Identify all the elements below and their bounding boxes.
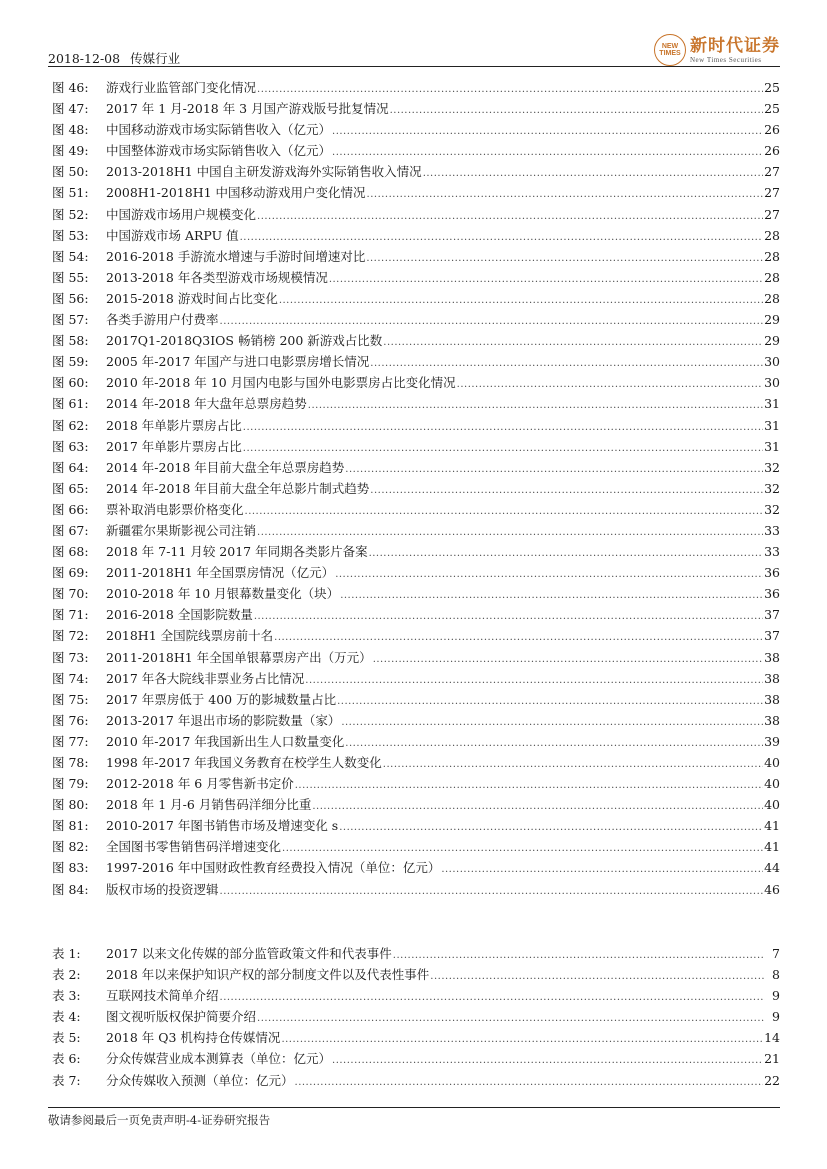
table-entry-title: 2017 以来文化传媒的部分监管政策文件和代表事件 xyxy=(106,946,392,961)
figure-entry[interactable] xyxy=(52,710,780,731)
figure-entry-leader xyxy=(257,520,763,541)
table-entry-leader xyxy=(281,1027,763,1048)
figure-entry-page: 27 xyxy=(764,185,780,201)
figure-entry-title: 2014 年-2018 年目前大盘全年总影片制式趋势 xyxy=(106,480,370,496)
figure-entry-leader xyxy=(245,499,764,520)
figure-entry-leader xyxy=(254,604,763,625)
figure-entry-leader xyxy=(383,752,763,773)
figure-entry-page: 46 xyxy=(764,881,780,897)
figure-entry-label: 图 81: xyxy=(52,818,89,834)
figure-entry-page: 38 xyxy=(764,649,780,665)
figure-entry-leader xyxy=(370,478,763,499)
figure-entry-label: 图 51: xyxy=(52,185,89,201)
figure-entry-leader xyxy=(282,836,763,857)
figure-entry-page: 33 xyxy=(764,544,780,560)
figure-entry[interactable] xyxy=(52,119,780,140)
figure-entry-label: 图 70: xyxy=(52,586,89,602)
figure-entry-leader xyxy=(312,794,763,815)
figure-entry-page: 41 xyxy=(764,818,780,834)
table-entry-title: 分众传媒收入预测（单位：亿元） xyxy=(106,1072,294,1088)
figure-entry-leader xyxy=(220,309,764,330)
figure-entry-page: 31 xyxy=(764,438,780,454)
figure-entry-page: 37 xyxy=(764,628,780,644)
figure-entry-title: 2012-2018 年 6 月零售新书定价 xyxy=(106,776,294,792)
figure-entry-leader xyxy=(295,773,763,794)
figure-entry[interactable] xyxy=(52,372,780,393)
figure-entry[interactable] xyxy=(52,773,780,794)
figure-entry[interactable] xyxy=(52,288,780,309)
figure-entry-label: 图 61: xyxy=(52,396,89,412)
figure-entry[interactable] xyxy=(52,393,780,414)
figure-entry-leader xyxy=(340,583,763,604)
header-divider xyxy=(48,66,780,67)
figure-entry[interactable] xyxy=(52,77,780,98)
table-entry-label: 表 7: xyxy=(52,1072,81,1088)
table-entry-page: 7 xyxy=(772,946,780,961)
table-index xyxy=(52,943,780,1091)
table-entry-title: 分众传媒营业成本测算表（单位：亿元） xyxy=(106,1051,332,1067)
figure-entry[interactable] xyxy=(52,415,780,436)
table-entry[interactable] xyxy=(52,985,780,1006)
figure-entry-page: 44 xyxy=(764,860,780,876)
table-entry-page: 8 xyxy=(772,967,780,983)
figure-entry[interactable] xyxy=(52,204,780,225)
figure-entry-leader xyxy=(308,393,763,414)
figure-entry-leader xyxy=(441,857,763,878)
figure-entry-page: 28 xyxy=(764,290,780,306)
figure-entry-label: 图 71: xyxy=(52,607,89,623)
figure-entry[interactable] xyxy=(52,436,780,457)
table-entry-page: 9 xyxy=(772,1009,780,1025)
figure-entry-title: 2018 年 7-11 月较 2017 年同期各类影片备案 xyxy=(106,544,368,560)
figure-entry[interactable] xyxy=(52,752,780,773)
figure-entry-leader xyxy=(390,98,764,119)
figure-entry-page: 27 xyxy=(764,206,780,222)
table-entry-leader xyxy=(393,943,765,964)
table-entry-leader xyxy=(430,964,765,985)
figure-entry[interactable] xyxy=(52,351,780,372)
figure-entry-label: 图 68: xyxy=(52,544,89,560)
figure-entry[interactable] xyxy=(52,815,780,836)
figure-entry[interactable] xyxy=(52,562,780,583)
figure-entry[interactable] xyxy=(52,794,780,815)
figure-entry-leader xyxy=(423,161,763,182)
table-entry-label: 表 6: xyxy=(52,1051,81,1067)
table-entry-title: 互联网技术简单介绍 xyxy=(106,988,219,1004)
figure-entry-label: 图 73: xyxy=(52,649,89,665)
table-entry[interactable] xyxy=(52,1027,780,1048)
figure-entry-title: 各类手游用户付费率 xyxy=(106,312,219,328)
figure-entry-label: 图 54: xyxy=(52,248,89,264)
figure-entry-label: 图 64: xyxy=(52,459,89,475)
figure-entry-title: 2013-2018 年各类型游戏市场规模情况 xyxy=(106,269,328,285)
figure-entry-leader xyxy=(243,415,763,436)
figure-entry-label: 图 77: xyxy=(52,733,89,749)
table-entry[interactable] xyxy=(52,1048,780,1069)
figure-entry[interactable] xyxy=(52,731,780,752)
figure-entry-page: 36 xyxy=(764,586,780,602)
figure-entry-title: 2011-2018H1 年全国单银幕票房产出（万元） xyxy=(106,649,372,665)
figure-entry-label: 图 49: xyxy=(52,143,89,159)
figure-entry-label: 图 53: xyxy=(52,227,89,243)
figure-entry-page: 40 xyxy=(764,755,780,770)
figure-entry[interactable] xyxy=(52,647,780,668)
figure-entry[interactable] xyxy=(52,457,780,478)
figure-entry[interactable] xyxy=(52,879,780,900)
figure-entry-title: 2013-2017 年退出市场的影院数量（家） xyxy=(106,712,341,728)
figure-entry-leader xyxy=(373,647,763,668)
figure-entry-leader xyxy=(257,77,763,98)
logo-chinese-name: 新时代证券 xyxy=(690,35,780,56)
figure-entry-label: 图 80: xyxy=(52,797,89,813)
figure-entry-label: 图 66: xyxy=(52,501,89,517)
figure-entry-page: 27 xyxy=(764,164,780,180)
figure-entry-label: 图 78: xyxy=(52,755,89,770)
logo-mark-icon: NEW TIMES xyxy=(654,34,686,66)
figure-entry-leader xyxy=(335,562,763,583)
figure-entry-label: 图 79: xyxy=(52,776,89,792)
figure-entry-title: 2010-2018 年 10 月银幕数量变化（块） xyxy=(106,586,340,602)
figure-entry-page: 32 xyxy=(764,480,780,496)
figure-entry-page: 26 xyxy=(764,122,780,138)
figure-entry-page: 38 xyxy=(764,712,780,728)
figure-entry-leader xyxy=(370,351,763,372)
industry-name: 传媒行业 xyxy=(130,51,181,66)
figure-entry-leader xyxy=(257,204,763,225)
figure-entry-title: 2017 年票房低于 400 万的影城数量占比 xyxy=(106,691,337,707)
figure-entry-page: 40 xyxy=(764,797,780,813)
company-logo xyxy=(654,34,780,66)
figure-entry-label: 图 46: xyxy=(52,80,89,95)
figure-entry-title: 2010 年-2018 年 10 月国内电影与国外电影票房占比变化情况 xyxy=(106,375,456,391)
table-entry-label: 表 3: xyxy=(52,988,81,1004)
figure-entry-leader xyxy=(383,330,763,351)
figure-entry-title: 2017 年 1 月-2018 年 3 月国产游戏版号批复情况 xyxy=(106,101,389,117)
figure-entry-title: 2016-2018 手游流水增速与手游时间增速对比 xyxy=(106,248,366,264)
figure-entry-leader xyxy=(345,731,763,752)
table-entry-leader xyxy=(295,1070,764,1091)
figure-entry[interactable] xyxy=(52,478,780,499)
figure-entry-title: 中国游戏市场 ARPU 值 xyxy=(106,227,239,243)
table-entry-label: 表 5: xyxy=(52,1030,81,1046)
figure-entry-label: 图 69: xyxy=(52,565,89,581)
figure-entry[interactable] xyxy=(52,689,780,710)
figure-entry-title: 2017 年各大院线非票业务占比情况 xyxy=(106,670,305,686)
figure-entry-label: 图 75: xyxy=(52,691,89,707)
table-entry-title: 图文视听版权保护简要介绍 xyxy=(106,1009,257,1025)
figure-entry-page: 38 xyxy=(764,670,780,686)
figure-entry-page: 30 xyxy=(764,375,780,391)
report-date: 2018-12-08 xyxy=(48,51,121,66)
figure-entry-leader xyxy=(369,541,764,562)
figure-entry-label: 图 48: xyxy=(52,122,89,138)
figure-entry[interactable] xyxy=(52,583,780,604)
figure-entry-page: 40 xyxy=(764,776,780,792)
figure-entry[interactable] xyxy=(52,267,780,288)
figure-entry-title: 2015-2018 游戏时间占比变化 xyxy=(106,290,278,306)
figure-entry-title: 2018 年 1 月-6 月销售码洋细分比重 xyxy=(106,797,312,813)
table-entry-leader xyxy=(220,985,765,1006)
figure-entry-leader xyxy=(243,436,763,457)
figure-entry-title: 2011-2018H1 年全国票房情况（亿元） xyxy=(106,565,335,581)
figure-entry-leader xyxy=(332,140,763,161)
figure-entry-title: 2005 年-2017 年国产与进口电影票房增长情况 xyxy=(106,354,370,370)
figure-entry-page: 29 xyxy=(764,312,780,328)
figure-entry-title: 2014 年-2018 年大盘年总票房趋势 xyxy=(106,396,307,412)
figure-entry-label: 图 57: xyxy=(52,312,89,328)
figure-entry-page: 26 xyxy=(764,143,780,159)
figure-entry-leader xyxy=(337,689,763,710)
figure-entry-leader xyxy=(274,625,763,646)
figure-entry-page: 25 xyxy=(764,101,780,117)
figure-entry-leader xyxy=(339,815,763,836)
figure-entry-title: 中国移动游戏市场实际销售收入（亿元） xyxy=(106,122,332,138)
figure-entry-page: 29 xyxy=(764,333,780,349)
figure-entry-title: 1997-2016 年中国财政性教育经费投入情况（单位：亿元） xyxy=(106,860,441,876)
figure-entry-page: 39 xyxy=(764,733,780,749)
figure-entry-page: 31 xyxy=(764,417,780,433)
figure-entry-title: 游戏行业监管部门变化情况 xyxy=(106,80,257,95)
figure-entry[interactable] xyxy=(52,309,780,330)
figure-entry-leader xyxy=(332,119,763,140)
figure-entry-label: 图 74: xyxy=(52,670,89,686)
figure-entry-title: 版权市场的投资逻辑 xyxy=(106,881,219,897)
table-entry-page: 21 xyxy=(764,1051,780,1067)
table-entry-page: 22 xyxy=(764,1072,780,1088)
figure-entry-page: 25 xyxy=(764,80,780,95)
table-entry[interactable] xyxy=(52,943,780,964)
figure-entry-title: 2017 年单影片票房占比 xyxy=(106,438,242,454)
figure-entry-page: 32 xyxy=(764,459,780,475)
figure-entry[interactable] xyxy=(52,161,780,182)
figure-entry-title: 中国游戏市场用户规模变化 xyxy=(106,206,257,222)
table-entry-page: 9 xyxy=(772,988,780,1004)
figure-entry-label: 图 62: xyxy=(52,417,89,433)
figure-entry-leader xyxy=(220,879,764,900)
table-entry[interactable] xyxy=(52,1070,780,1091)
figure-entry-title: 2018H1 全国院线票房前十名 xyxy=(106,628,274,644)
footer-disclaimer: 敬请参阅最后一页免责声明-4-证券研究报告 xyxy=(48,1113,271,1127)
table-entry-title: 2018 年 Q3 机构持仓传媒情况 xyxy=(106,1030,281,1046)
figure-entry-label: 图 55: xyxy=(52,269,89,285)
figure-entry-label: 图 47: xyxy=(52,101,89,117)
figure-entry[interactable] xyxy=(52,857,780,878)
figure-entry-title: 2013-2018H1 中国自主研发游戏海外实际销售收入情况 xyxy=(106,164,422,180)
figure-entry[interactable] xyxy=(52,225,780,246)
figure-entry-title: 2010-2017 年图书销售市场及增速变化 s xyxy=(106,818,339,834)
figure-entry-page: 31 xyxy=(764,396,780,412)
figure-entry-leader xyxy=(457,372,763,393)
figure-entry-label: 图 67: xyxy=(52,522,89,538)
figure-entry-label: 图 76: xyxy=(52,712,89,728)
figure-entry-title: 全国图书零售销售码洋增速变化 xyxy=(106,839,282,855)
footer-divider xyxy=(48,1107,780,1108)
figure-entry-title: 中国整体游戏市场实际销售收入（亿元） xyxy=(106,143,332,159)
figure-entry-page: 37 xyxy=(764,607,780,623)
figure-entry[interactable] xyxy=(52,330,780,351)
page-header xyxy=(48,35,780,66)
figure-entry-title: 2017Q1-2018Q3IOS 畅销榜 200 新游戏占比数 xyxy=(106,333,383,349)
figure-entry[interactable] xyxy=(52,604,780,625)
table-entry[interactable] xyxy=(52,964,780,985)
table-entry-title: 2018 年以来保护知识产权的部分制度文件以及代表性事件 xyxy=(106,967,430,983)
header-text xyxy=(48,49,190,67)
figure-entry-page: 36 xyxy=(764,565,780,581)
figure-entry-label: 图 56: xyxy=(52,290,89,306)
table-entry-leader xyxy=(332,1048,763,1069)
table-entry-label: 表 4: xyxy=(52,1009,81,1025)
table-entry-page: 14 xyxy=(764,1030,780,1046)
figure-entry-title: 新疆霍尔果斯影视公司注销 xyxy=(106,522,257,538)
figure-entry-label: 图 58: xyxy=(52,333,89,349)
figure-entry-page: 38 xyxy=(764,691,780,707)
figure-entry-leader xyxy=(367,182,764,203)
figure-entry-leader xyxy=(279,288,763,309)
figure-entry[interactable] xyxy=(52,246,780,267)
figure-entry-page: 30 xyxy=(764,354,780,370)
figure-entry-page: 32 xyxy=(764,501,780,517)
figure-entry[interactable] xyxy=(52,625,780,646)
figure-entry-title: 2010 年-2017 年我国新出生人口数量变化 xyxy=(106,733,345,749)
figure-entry-title: 2014 年-2018 年目前大盘全年总票房趋势 xyxy=(106,459,345,475)
figure-entry[interactable] xyxy=(52,499,780,520)
figure-entry-label: 图 84: xyxy=(52,881,89,897)
figure-entry-label: 图 50: xyxy=(52,164,89,180)
figure-entry-page: 33 xyxy=(764,522,780,538)
figure-entry-page: 28 xyxy=(764,248,780,264)
table-entry-leader xyxy=(257,1006,765,1027)
logo-english-name: New Times Securities xyxy=(690,55,762,64)
figure-entry-page: 28 xyxy=(764,227,780,243)
figure-entry-label: 图 59: xyxy=(52,354,89,370)
figure-entry-label: 图 60: xyxy=(52,375,89,391)
figure-entry[interactable] xyxy=(52,668,780,689)
figure-entry[interactable] xyxy=(52,140,780,161)
figure-entry-label: 图 72: xyxy=(52,628,89,644)
figure-entry-label: 图 83: xyxy=(52,860,89,876)
figure-entry[interactable] xyxy=(52,520,780,541)
table-entry-label: 表 1: xyxy=(52,946,81,961)
figure-entry-page: 28 xyxy=(764,269,780,285)
figure-entry-leader xyxy=(345,457,763,478)
figure-entry-title: 1998 年-2017 年我国义务教育在校学生人数变化 xyxy=(106,755,382,770)
figure-entry-leader xyxy=(366,246,763,267)
figure-entry-leader xyxy=(329,267,763,288)
figure-entry[interactable] xyxy=(52,182,780,203)
figure-entry[interactable] xyxy=(52,98,780,119)
figure-entry-leader xyxy=(305,668,763,689)
table-entry[interactable] xyxy=(52,1006,780,1027)
figure-entry-label: 图 82: xyxy=(52,839,89,855)
figure-entry[interactable] xyxy=(52,541,780,562)
figure-entry-title: 2018 年单影片票房占比 xyxy=(106,417,242,433)
figure-entry-page: 41 xyxy=(764,839,780,855)
figure-entry-title: 2016-2018 全国影院数量 xyxy=(106,607,253,623)
figure-entry-title: 2008H1-2018H1 中国移动游戏用户变化情况 xyxy=(106,185,366,201)
figure-entry-leader xyxy=(240,225,763,246)
figure-index xyxy=(52,77,780,900)
figure-entry-title: 票补取消电影票价格变化 xyxy=(106,501,244,517)
figure-entry-label: 图 65: xyxy=(52,480,89,496)
table-entry-label: 表 2: xyxy=(52,967,81,983)
figure-entry[interactable] xyxy=(52,836,780,857)
figure-entry-label: 图 52: xyxy=(52,206,89,222)
figure-entry-leader xyxy=(341,710,763,731)
figure-entry-label: 图 63: xyxy=(52,438,89,454)
